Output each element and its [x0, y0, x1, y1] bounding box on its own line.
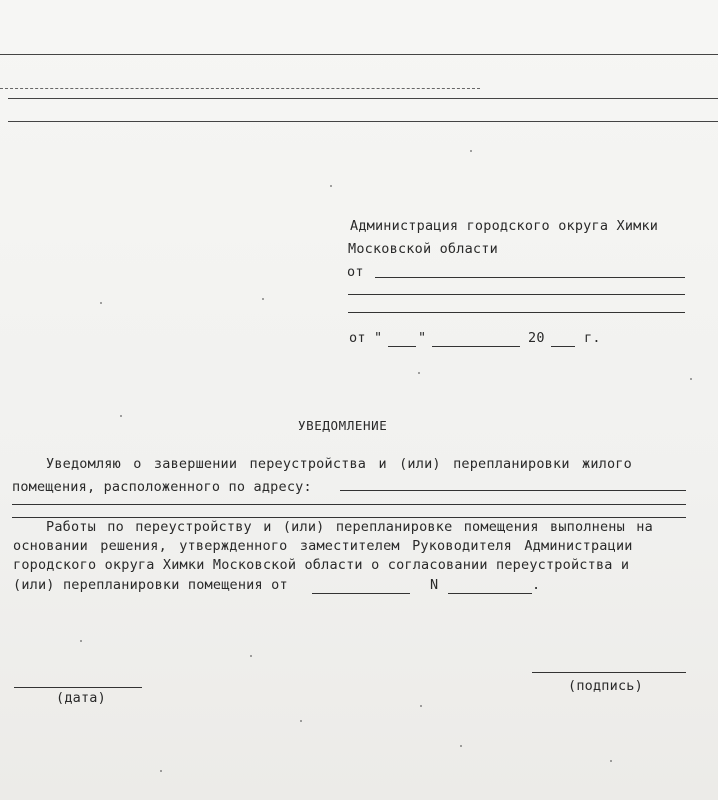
address-field-line-3[interactable] [12, 517, 686, 518]
from-field-line-3[interactable] [348, 312, 685, 313]
from-field-line-1[interactable] [375, 277, 685, 278]
month-field-line[interactable] [432, 346, 520, 347]
copy-speck [300, 720, 302, 722]
day-field-line[interactable] [388, 346, 416, 347]
year-suffix: г. [584, 330, 601, 346]
copy-speck [262, 298, 264, 300]
copy-speck [610, 760, 612, 762]
works-line-4: (или) перепланировки помещения от [13, 577, 288, 593]
addressee-line-2: Московской области [348, 241, 498, 257]
date-quote-close: " [418, 330, 427, 346]
from-field-line-2[interactable] [348, 294, 685, 295]
end-mark: . [532, 577, 541, 593]
notice-line-1: Уведомляю о завершении переустройства и (или) перепланировки жилого [46, 456, 632, 472]
notice-line-2: помещения, расположенного по адресу: [12, 479, 312, 495]
decision-number-field-line[interactable] [448, 593, 532, 594]
date-label: (дата) [56, 690, 106, 706]
address-field-line-1[interactable] [340, 490, 686, 491]
copy-speck [420, 705, 422, 707]
copy-speck [418, 372, 420, 374]
copy-speck [80, 640, 82, 642]
copy-speck [250, 655, 252, 657]
copy-speck [470, 150, 472, 152]
from-label: от [347, 264, 364, 280]
top-rule-4 [8, 121, 718, 122]
works-line-2: основании решения, утвержденного заместителем Руководителя Администрации [13, 538, 633, 554]
date-prefix: от " [349, 330, 383, 346]
works-line-1: Работы по переустройству и (или) перепланировке помещения выполнены на [46, 519, 653, 535]
document-title: УВЕДОМЛЕНИЕ [298, 418, 388, 433]
address-field-line-2[interactable] [12, 504, 686, 505]
top-rule-3 [8, 98, 718, 99]
copy-speck [460, 745, 462, 747]
copy-speck [100, 302, 102, 304]
year-field-line[interactable] [551, 346, 575, 347]
signature-line[interactable] [532, 672, 686, 673]
copy-speck [690, 378, 692, 380]
copy-speck [330, 185, 332, 187]
decision-date-field-line[interactable] [312, 593, 410, 594]
signature-label: (подпись) [568, 678, 643, 694]
top-rule-1 [0, 54, 718, 55]
copy-speck [120, 415, 122, 417]
year-prefix: 20 [528, 330, 545, 346]
copy-speck [160, 770, 162, 772]
works-line-3: городского округа Химки Московской области о согласовании переустройства и [13, 557, 630, 573]
number-label: N [430, 577, 439, 593]
top-rule-2 [0, 88, 480, 89]
date-signature-line[interactable] [14, 687, 142, 688]
addressee-line-1: Администрация городского округа Химки [350, 218, 659, 234]
